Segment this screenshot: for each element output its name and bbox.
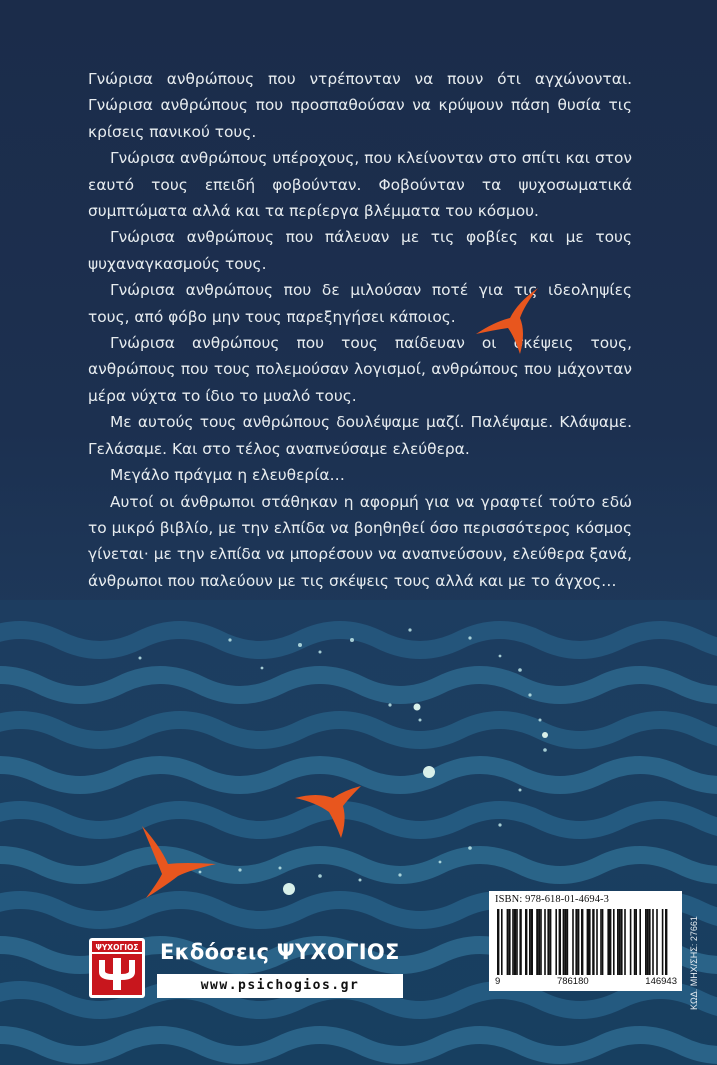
barcode-bar	[630, 909, 632, 975]
barcode-bar	[624, 909, 626, 975]
barcode-bar	[589, 909, 591, 975]
barcode-digits	[495, 976, 677, 987]
barcode-bar	[662, 909, 664, 975]
paragraph: Γνώρισα ανθρώπους που ντρέπονταν να πουν ότι αγχώνονται. Γνώρισα ανθρώπους που προσπαθούσαν να κρύψουν πάση θυσία τις κρίσεις πανικού τους.	[88, 70, 632, 141]
barcode-bar	[555, 909, 557, 975]
barcode-digit-group: 146943	[645, 976, 677, 987]
psi-logo-icon	[89, 938, 145, 998]
barcode-bar	[647, 909, 649, 975]
barcode-bar	[634, 909, 636, 975]
barcode-bar	[572, 909, 574, 975]
paragraph: Γνώρισα ανθρώπους υπέροχους, που κλείνονταν στο σπίτι και στον εαυτό τους επειδή φοβούνταν. Φοβούνταν τα ψυχοσωματικά συμπτώματα αλλά και τα περίεργα βλέμματα του κόσμου.	[88, 149, 632, 221]
barcode-bar	[508, 909, 510, 975]
barcode-digit-group: 9	[495, 976, 501, 987]
paragraph: Γνώρισα ανθρώπους που δε μιλούσαν ποτέ για τις ιδεοληψίες τους, από φόβο μην τους παρεξηγήσει κάποιος.	[88, 281, 632, 326]
barcode-bar	[620, 909, 622, 975]
barcode-bar	[529, 909, 531, 975]
swallow-icon	[474, 284, 540, 356]
barcode-bar	[639, 909, 641, 975]
barcode-bar	[596, 909, 598, 975]
barcode-bar	[656, 909, 658, 975]
barcode-bar	[563, 909, 565, 975]
barcode-bar	[497, 909, 499, 975]
paragraph: Μεγάλο πράγμα η ελευθερία…	[110, 466, 345, 485]
barcode-bar	[652, 909, 654, 975]
barcode-bar	[507, 909, 509, 975]
barcode-bar	[613, 909, 615, 975]
barcode-bar	[525, 909, 527, 975]
barcode-bar	[531, 909, 533, 975]
barcode-bar	[602, 909, 604, 975]
barcode-bar	[575, 909, 577, 975]
barcode-bar	[635, 909, 637, 975]
barcode-bars	[497, 909, 675, 975]
barcode-bar	[581, 909, 583, 975]
barcode-bar	[539, 909, 541, 975]
barcode-bar	[648, 909, 650, 975]
publisher-name: Εκδόσεις ΨΥΧΟΓΙΟΣ	[160, 940, 400, 964]
barcode-bar	[550, 909, 552, 975]
barcode-bar	[559, 909, 561, 975]
barcode-bar	[519, 909, 521, 975]
barcode-bar	[645, 909, 647, 975]
logo-text: ΨΥΧΟΓΙΟΣ	[95, 943, 139, 952]
barcode-bar	[536, 909, 538, 975]
barcode-bar	[547, 909, 549, 975]
barcode-bar	[607, 909, 609, 975]
barcode-bar	[619, 909, 621, 975]
barcode-bar	[512, 909, 514, 975]
isbn-label: ISBN: 978-618-01-4694-3	[495, 894, 610, 905]
paragraph: Γνώρισα ανθρώπους που τους παίδευαν οι σκέψεις τους, ανθρώπους που τους πολεμούσαν λογισμοί, ανθρώπους που μάχονταν μέρα νύχτα το ίδιο το μυαλό τους.	[88, 334, 632, 405]
barcode-bar	[564, 909, 566, 975]
swallow-icon	[138, 824, 218, 900]
barcode-bar	[567, 909, 569, 975]
barcode-bar	[600, 909, 602, 975]
catalog-code: ΚΩΔ. ΜΗΧ/ΣΗΣ: 27661	[689, 916, 699, 1010]
barcode-bar	[609, 909, 611, 975]
barcode-bar	[587, 909, 589, 975]
paragraph: Αυτοί οι άνθρωποι στάθηκαν η αφορμή για να γραφτεί τούτο εδώ το μικρό βιβλίο, με την ελπίδα να βοηθηθεί όσο περισσότερος κόσμος γίνεται· με την ελπίδα να μπορέσουν να αναπνεύσουν, ελεύθερα ξανά, άνθρωποι που παλεύουν με τις σκέψεις τους αλλά και με το άγχος…	[88, 492, 632, 590]
barcode-bar	[501, 909, 503, 975]
swallow-icon	[293, 772, 363, 840]
barcode-bar	[592, 909, 594, 975]
barcode-bar	[514, 909, 516, 975]
barcode-bar	[617, 909, 619, 975]
isbn-barcode	[489, 891, 682, 991]
publisher-website: www.psichogios.gr	[157, 974, 403, 998]
barcode-bar	[578, 909, 580, 975]
barcode-digit-group: 786180	[556, 976, 589, 987]
barcode-bar	[665, 909, 667, 975]
barcode-bar	[516, 909, 518, 975]
paragraph: Γνώρισα ανθρώπους που πάλευαν με τις φοβίες και με τους ψυχαναγκασμούς τους.	[88, 228, 632, 273]
barcode-bar	[540, 909, 542, 975]
barcode-bar	[544, 909, 546, 975]
paragraph: Με αυτούς τους ανθρώπους δουλέψαμε μαζί. Παλέψαμε. Κλάψαμε. Γελάσαμε. Και στο τέλος αναπνεύσαμε ελεύθερα.	[88, 413, 632, 458]
back-cover-text	[88, 66, 632, 594]
